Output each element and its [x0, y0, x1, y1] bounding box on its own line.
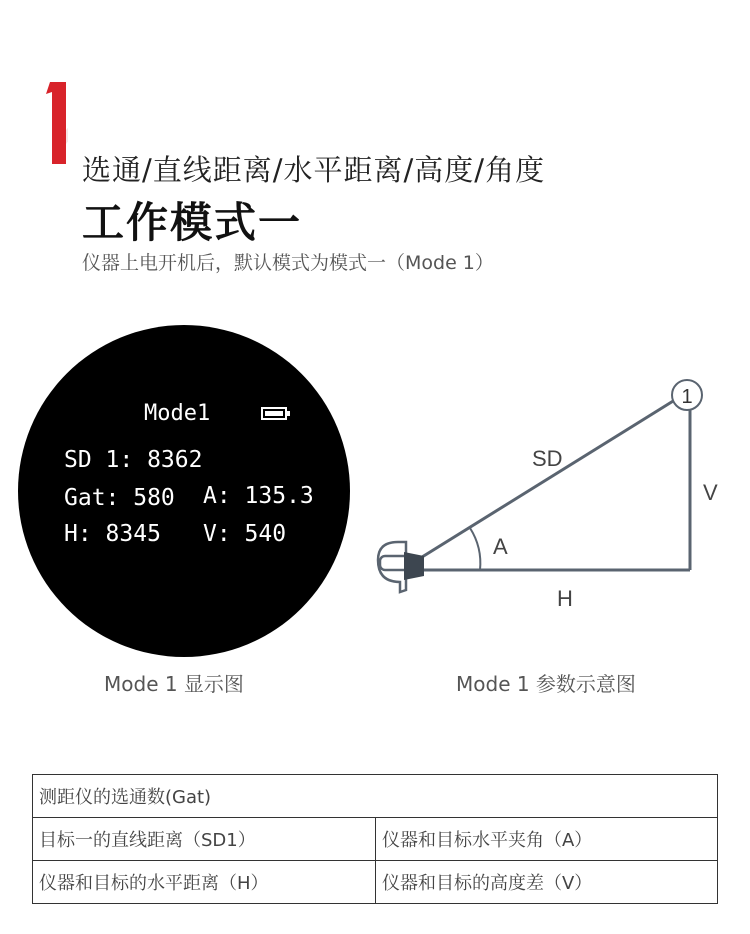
display-caption: Mode 1 显示图 [104, 672, 244, 696]
angle-arc [470, 528, 480, 570]
section-number-1 [44, 82, 68, 164]
table-row [33, 775, 718, 818]
diagram-caption: Mode 1 参数示意图 [456, 672, 636, 696]
observer-head-icon [378, 542, 424, 592]
table-row [33, 818, 718, 861]
table-cell-horizontal: 仪器和目标的水平距离（H） [33, 861, 376, 904]
description: 仪器上电开机后，默认模式为模式一（Mode 1） [82, 252, 494, 274]
mode1-display [18, 325, 350, 657]
display-sd1: SD 1: 8362 [64, 447, 203, 473]
parameter-table [32, 774, 718, 904]
v-label: V [703, 480, 718, 505]
display-gat: Gat: 580 [64, 485, 175, 511]
h-label: H [557, 586, 573, 611]
target-marker [672, 380, 702, 410]
table-cell-sd1: 目标一的直线距离（SD1） [33, 818, 376, 861]
table-cell-gat: 测距仪的选通数(Gat) [33, 775, 718, 818]
a-label: A [493, 534, 508, 559]
sd-line [414, 398, 678, 562]
subtitle: 选通/直线距离/水平距离/高度/角度 [82, 153, 546, 187]
target-marker-label: 1 [681, 386, 693, 408]
mode1-parameter-diagram [360, 360, 740, 630]
display-mode-label: Mode1 [144, 401, 211, 426]
display-vertical: V: 540 [203, 521, 287, 547]
page-title: 工作模式一 [82, 198, 303, 247]
table-cell-height: 仪器和目标的高度差（V） [376, 861, 718, 904]
table-cell-angle: 仪器和目标水平夹角（A） [376, 818, 718, 861]
sd-label: SD [532, 446, 563, 471]
battery-full-icon [261, 407, 287, 420]
display-horizontal: H: 8345 [64, 521, 161, 547]
table-row [33, 861, 718, 904]
display-angle: A: 135.3 [203, 483, 314, 509]
